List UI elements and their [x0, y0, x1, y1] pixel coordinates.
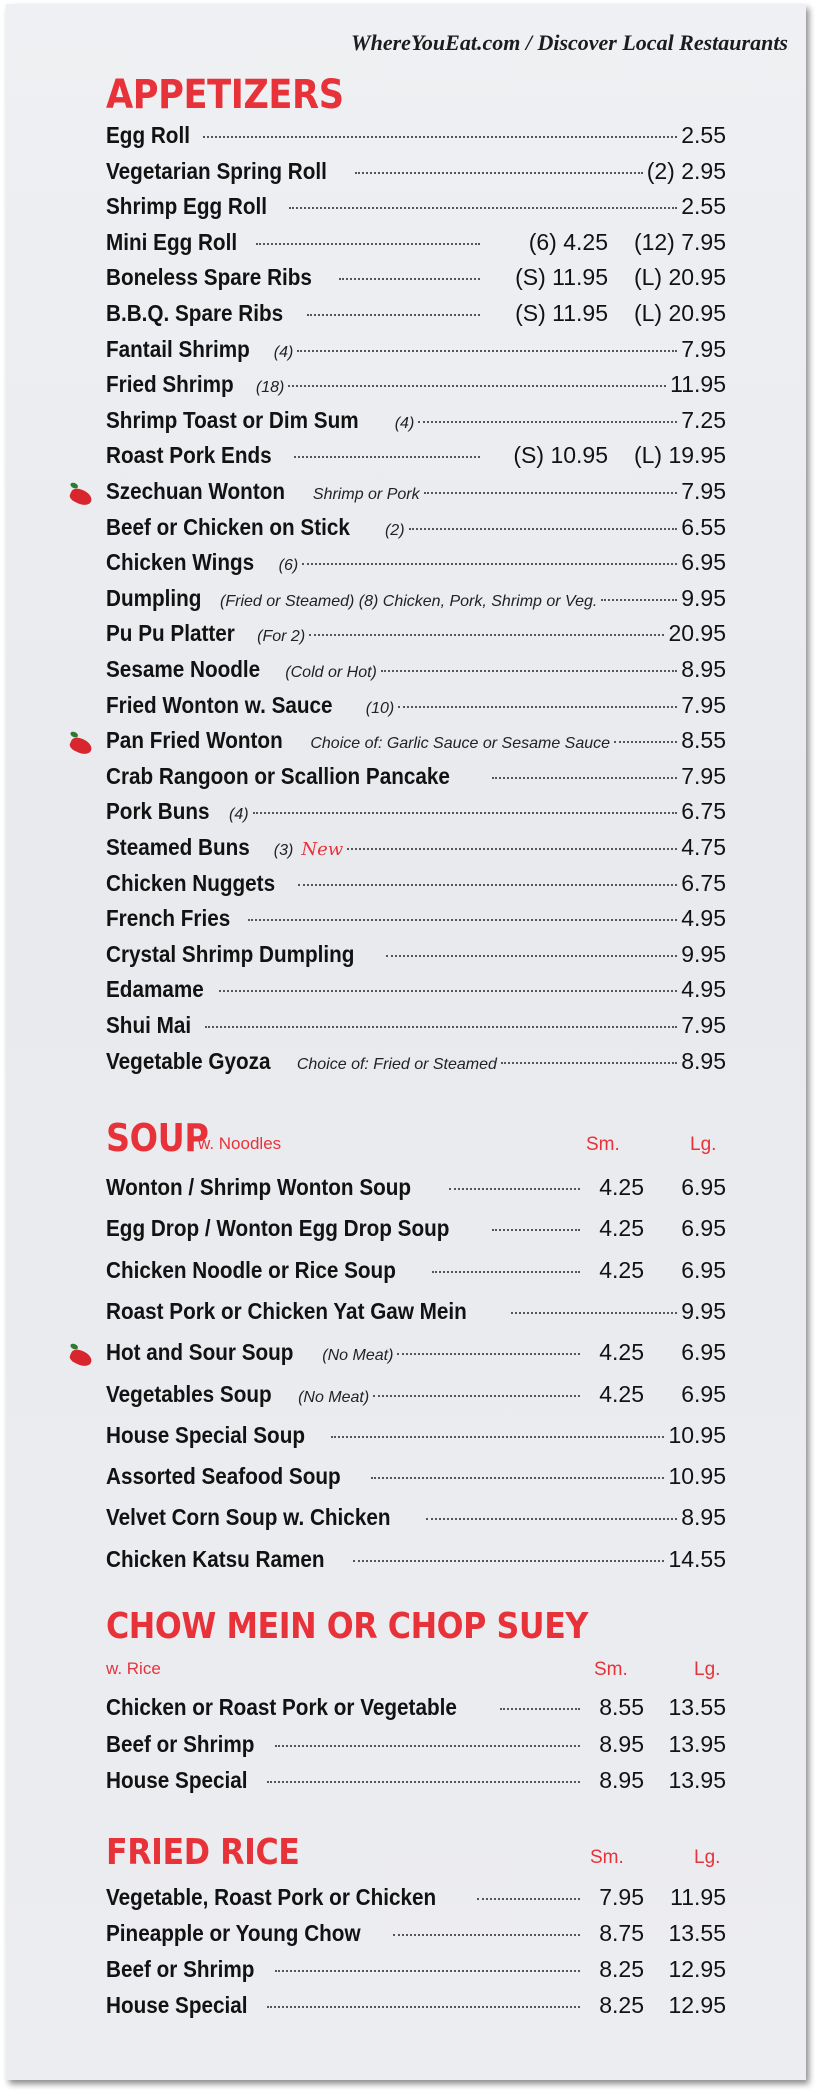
- menu-item-row: [106, 941, 726, 977]
- menu-item-price: 7.95: [681, 691, 726, 718]
- menu-item-row: [106, 229, 726, 265]
- menu-item-price: 7.95: [681, 762, 726, 789]
- dot-leader: [353, 1560, 665, 1562]
- menu-item-name: Egg Drop / Wonton Egg Drop Soup: [106, 1215, 450, 1242]
- menu-item-name: Chicken Wings: [106, 549, 255, 576]
- chow-mein-title: CHOW MEIN OR CHOP SUEY: [106, 1606, 588, 1647]
- menu-item-note: (Cold or Hot): [285, 664, 377, 681]
- menu-item-note: (No Meat): [298, 1388, 370, 1406]
- menu-item-row: [106, 122, 726, 158]
- dot-leader: [205, 1026, 678, 1028]
- dot-leader: [501, 1062, 677, 1064]
- menu-item-row: [106, 193, 726, 229]
- menu-item-price: (S) 11.95: [515, 264, 608, 291]
- dot-leader: [331, 1436, 664, 1438]
- dot-leader: [302, 563, 677, 565]
- menu-item-price: 6.95: [681, 1380, 726, 1407]
- dot-leader: [409, 528, 678, 530]
- menu-item-price: 4.25: [599, 1174, 644, 1200]
- dot-leader: [219, 990, 678, 992]
- menu-item-name: Beef or Shrimp: [106, 1730, 255, 1757]
- menu-item-price: (L) 20.95: [633, 264, 726, 291]
- menu-item-name: Vegetables Soup: [106, 1380, 272, 1407]
- dot-leader: [203, 136, 677, 138]
- menu-item-name: Pu Pu Platter: [106, 620, 235, 647]
- menu-item-name: Chicken Noodle or Rice Soup: [106, 1256, 396, 1283]
- menu-item-price: 11.95: [670, 371, 726, 398]
- menu-item-row: [106, 727, 726, 763]
- menu-item-name: Velvet Corn Soup w. Chicken: [106, 1504, 391, 1531]
- dot-leader: [267, 2006, 580, 2008]
- menu-item-name: Pan Fried Wonton: [106, 727, 283, 754]
- fried-rice-col-small: Sm.: [590, 1847, 624, 1868]
- dot-leader: [397, 1353, 580, 1355]
- menu-item-price: 8.95: [599, 1730, 644, 1757]
- dot-leader: [511, 1312, 677, 1314]
- menu-item-row: [106, 336, 726, 372]
- menu-item-row: [106, 1257, 726, 1293]
- menu-item-price: 9.95: [681, 1297, 726, 1324]
- menu-item-note: (No Meat): [322, 1347, 394, 1365]
- menu-item-price: 6.55: [681, 513, 726, 540]
- menu-item-row: [106, 620, 726, 656]
- menu-item-price: 13.55: [668, 1694, 726, 1720]
- menu-item-note: Shrimp or Pork: [312, 486, 420, 503]
- menu-item-price: (S) 10.95: [513, 442, 608, 469]
- menu-item-name: Pineapple or Young Chow: [106, 1920, 361, 1946]
- menu-item-name: House Special Soup: [106, 1421, 305, 1448]
- menu-item-name: Beef or Shrimp: [106, 1956, 255, 1982]
- menu-item-note: (Fried or Steamed) (8) Chicken, Pork, Shrimp or Veg.: [220, 592, 598, 610]
- dot-leader: [418, 421, 677, 423]
- menu-item-name: Fried Shrimp: [106, 371, 234, 398]
- menu-item-price: 6.95: [681, 1215, 726, 1242]
- menu-item-row: [106, 834, 726, 870]
- menu-item-price: 4.25: [599, 1256, 644, 1283]
- menu-item-row: [106, 407, 726, 443]
- menu-item-price: 12.95: [668, 1956, 726, 1982]
- menu-item-price: 9.95: [681, 940, 726, 967]
- menu-item-price: 8.95: [681, 656, 726, 682]
- menu-item-name: Vegetarian Spring Roll: [106, 157, 327, 184]
- menu-item-row: [106, 1381, 726, 1417]
- dot-leader: [248, 919, 677, 921]
- menu-item-price: 6.95: [681, 549, 726, 576]
- chow-mein-subtitle: w. Rice: [106, 1659, 161, 1678]
- menu-item-price: 7.95: [599, 1884, 644, 1910]
- menu-item-price: 8.55: [681, 727, 726, 754]
- menu-item-name: Vegetable Gyoza: [106, 1047, 271, 1074]
- menu-item-name: Dumpling: [106, 584, 202, 611]
- menu-item-name: Shrimp Toast or Dim Sum: [106, 406, 359, 433]
- dot-leader: [449, 1188, 580, 1190]
- menu-item-name: Beef or Chicken on Stick: [106, 513, 350, 540]
- new-badge: New: [301, 839, 344, 860]
- menu-item-row: [106, 158, 726, 194]
- dot-leader: [386, 955, 677, 957]
- menu-item-price: 6.95: [681, 1339, 726, 1366]
- dot-leader: [477, 1898, 580, 1900]
- dot-leader: [294, 456, 480, 458]
- menu-item-name: Egg Roll: [106, 122, 190, 148]
- dot-leader: [398, 706, 677, 708]
- fried-rice-title: FRIED RICE: [106, 1832, 300, 1873]
- menu-item-row: [106, 1174, 726, 1210]
- menu-item-price: 6.75: [681, 869, 726, 896]
- menu-item-row: [106, 1884, 726, 1920]
- menu-item-price: 8.95: [681, 1047, 726, 1074]
- dot-leader: [297, 350, 677, 352]
- menu-item-price: (S) 11.95: [515, 300, 608, 326]
- menu-item-note: (4): [394, 414, 415, 432]
- menu-item-name: Chicken or Roast Pork or Vegetable: [106, 1694, 457, 1720]
- menu-item-name: Szechuan Wonton: [106, 478, 286, 504]
- menu-item-note: (2): [384, 521, 405, 539]
- menu-item-row: [106, 1731, 726, 1767]
- dot-leader: [339, 278, 480, 280]
- dot-leader: [256, 243, 480, 245]
- menu-item-price: 11.95: [670, 1884, 726, 1910]
- dot-leader: [355, 172, 642, 174]
- menu-item-row: [106, 478, 726, 514]
- soup-subtitle: w. Noodles: [198, 1134, 282, 1153]
- menu-item-price: 4.25: [599, 1339, 644, 1366]
- dot-leader: [426, 1518, 677, 1520]
- dot-leader: [275, 1745, 580, 1747]
- menu-item-name: Crystal Shrimp Dumpling: [106, 940, 355, 967]
- dot-leader: [298, 884, 677, 886]
- menu-item-name: Roast Pork Ends: [106, 442, 272, 469]
- menu-item-name: Mini Egg Roll: [106, 228, 238, 255]
- menu-item-name: Sesame Noodle: [106, 656, 261, 682]
- menu-item-name: Boneless Spare Ribs: [106, 264, 312, 291]
- menu-item-row: [106, 976, 726, 1012]
- menu-item-row: [106, 798, 726, 834]
- dot-leader: [289, 207, 677, 209]
- menu-item-name: Assorted Seafood Soup: [106, 1463, 341, 1490]
- menu-item-price: 9.95: [681, 584, 726, 611]
- menu-item-price: 8.25: [599, 1956, 644, 1982]
- menu-item-price: 6.75: [681, 798, 726, 825]
- menu-item-price: 13.95: [668, 1730, 726, 1757]
- menu-item-row: [106, 692, 726, 728]
- menu-item-price: 2.55: [681, 193, 726, 220]
- menu-item-name: Hot and Sour Soup: [106, 1339, 294, 1366]
- menu-item-name: Shui Mai: [106, 1012, 192, 1038]
- menu-item-row: [106, 870, 726, 906]
- dot-leader: [381, 670, 677, 672]
- chili-pepper-icon: [68, 1347, 94, 1369]
- dot-leader: [275, 1970, 580, 1972]
- dot-leader: [492, 1229, 580, 1231]
- dot-leader: [614, 741, 677, 743]
- menu-item-name: Vegetable, Roast Pork or Chicken: [106, 1884, 437, 1910]
- menu-item-row: [106, 442, 726, 478]
- chow-mein-col-small: Sm.: [594, 1659, 628, 1680]
- menu-item-note: (4): [229, 806, 249, 824]
- dot-leader: [492, 777, 677, 779]
- menu-item-name: House Special: [106, 1767, 248, 1793]
- dot-leader: [424, 492, 678, 494]
- menu-item-row: [106, 1956, 726, 1992]
- menu-item-row: [106, 1012, 726, 1048]
- menu-item-price: 4.25: [599, 1380, 644, 1407]
- appetizers-title: APPETIZERS: [106, 72, 344, 118]
- menu-item-price: 4.95: [681, 976, 726, 1003]
- menu-item-price: 20.95: [668, 620, 726, 647]
- menu-item-name: Wonton / Shrimp Wonton Soup: [106, 1174, 412, 1200]
- soup-col-small: Sm.: [586, 1134, 620, 1155]
- menu-item-note: (10): [365, 699, 395, 717]
- menu-item-row: [106, 1298, 726, 1334]
- menu-item-row: [106, 1920, 726, 1956]
- dot-leader: [288, 385, 666, 387]
- menu-item-price: (L) 19.95: [633, 442, 726, 469]
- menu-item-price: 8.25: [599, 1992, 644, 2018]
- menu-item-name: Steamed Buns: [106, 834, 250, 860]
- chili-pepper-icon: [68, 486, 94, 508]
- menu-item-row: [106, 763, 726, 799]
- menu-item-row: [106, 656, 726, 692]
- chili-pepper-icon: [68, 735, 94, 757]
- dot-leader: [500, 1708, 580, 1710]
- dot-leader: [253, 812, 678, 814]
- menu-item-price: 13.55: [668, 1920, 726, 1946]
- dot-leader: [267, 1781, 580, 1783]
- menu-item-name: Crab Rangoon or Scallion Pancake: [106, 762, 450, 789]
- menu-item-note: Choice of: Fried or Steamed: [296, 1055, 497, 1073]
- dot-leader: [393, 1934, 580, 1936]
- menu-item-row: [106, 264, 726, 300]
- menu-item-name: B.B.Q. Spare Ribs: [106, 300, 284, 326]
- menu-item-note: (6): [278, 557, 299, 575]
- menu-item-note: Choice of: Garlic Sauce or Sesame Sauce: [310, 735, 611, 753]
- menu-item-name: Chicken Katsu Ramen: [106, 1545, 325, 1572]
- menu-item-price: 12.95: [668, 1992, 726, 2018]
- menu-page: [6, 4, 806, 2080]
- menu-item-row: [106, 1339, 726, 1375]
- menu-item-name: Edamame: [106, 976, 204, 1003]
- menu-item-price: 10.95: [668, 1463, 726, 1490]
- menu-item-price: 7.95: [681, 1012, 726, 1038]
- menu-item-name: Shrimp Egg Roll: [106, 193, 268, 220]
- menu-item-price: 7.25: [681, 406, 726, 433]
- menu-item-row: [106, 1504, 726, 1540]
- menu-item-price: 8.95: [681, 1504, 726, 1531]
- menu-item-row: [106, 1215, 726, 1251]
- menu-item-row: [106, 585, 726, 621]
- menu-item-name: French Fries: [106, 905, 231, 932]
- dot-leader: [373, 1395, 580, 1397]
- menu-item-name: Pork Buns: [106, 798, 210, 825]
- menu-item-row: [106, 1992, 726, 2028]
- menu-item-row: [106, 1694, 726, 1730]
- menu-item-note: (18): [255, 379, 285, 397]
- menu-item-row: [106, 514, 726, 550]
- menu-item-price: 8.95: [599, 1767, 644, 1793]
- menu-item-row: [106, 300, 726, 336]
- menu-item-row: [106, 371, 726, 407]
- menu-item-price: 10.95: [668, 1421, 726, 1448]
- menu-item-price: (6) 4.25: [528, 228, 608, 255]
- menu-item-price: 8.55: [599, 1694, 644, 1720]
- menu-item-price: (12) 7.95: [633, 228, 726, 255]
- fried-rice-col-large: Lg.: [694, 1847, 721, 1868]
- menu-item-price: 4.75: [681, 834, 726, 860]
- dot-leader: [307, 314, 480, 316]
- menu-item-row: [106, 1422, 726, 1458]
- menu-item-row: [106, 1546, 726, 1582]
- menu-item-row: [106, 1463, 726, 1499]
- menu-item-price: 7.95: [681, 335, 726, 362]
- menu-item-price: 6.95: [681, 1256, 726, 1283]
- menu-item-price: 2.55: [681, 122, 726, 148]
- site-watermark: WhereYouEat.com / Discover Local Restaurants: [351, 30, 788, 55]
- menu-item-price: 13.95: [668, 1767, 726, 1793]
- dot-leader: [309, 634, 664, 636]
- menu-item-note: (4): [273, 343, 294, 361]
- dot-leader: [347, 848, 677, 850]
- menu-item-price: 7.95: [681, 478, 726, 504]
- menu-item-price: 6.95: [681, 1174, 726, 1200]
- menu-item-price: (2) 2.95: [646, 157, 726, 184]
- menu-item-price: 4.95: [681, 905, 726, 932]
- soup-col-large: Lg.: [690, 1134, 717, 1155]
- dot-leader: [371, 1477, 665, 1479]
- menu-item-note: (For 2): [257, 628, 306, 646]
- menu-item-name: Roast Pork or Chicken Yat Gaw Mein: [106, 1297, 467, 1324]
- menu-item-name: House Special: [106, 1992, 248, 2018]
- menu-item-name: Fried Wonton w. Sauce: [106, 691, 333, 718]
- menu-item-price: 8.75: [599, 1920, 644, 1946]
- menu-item-price: (L) 20.95: [633, 300, 726, 326]
- menu-item-name: Fantail Shrimp: [106, 335, 250, 362]
- menu-item-row: [106, 549, 726, 585]
- chow-mein-col-large: Lg.: [694, 1659, 721, 1680]
- menu-item-name: Chicken Nuggets: [106, 869, 276, 896]
- menu-item-row: [106, 1048, 726, 1084]
- soup-title: SOUP: [106, 1116, 209, 1160]
- dot-leader: [432, 1271, 580, 1273]
- dot-leader: [601, 599, 677, 601]
- menu-item-row: [106, 1767, 726, 1803]
- menu-item-price: 4.25: [599, 1215, 644, 1242]
- menu-item-price: 14.55: [668, 1545, 726, 1572]
- menu-item-note: (3): [273, 842, 294, 859]
- menu-item-row: [106, 905, 726, 941]
